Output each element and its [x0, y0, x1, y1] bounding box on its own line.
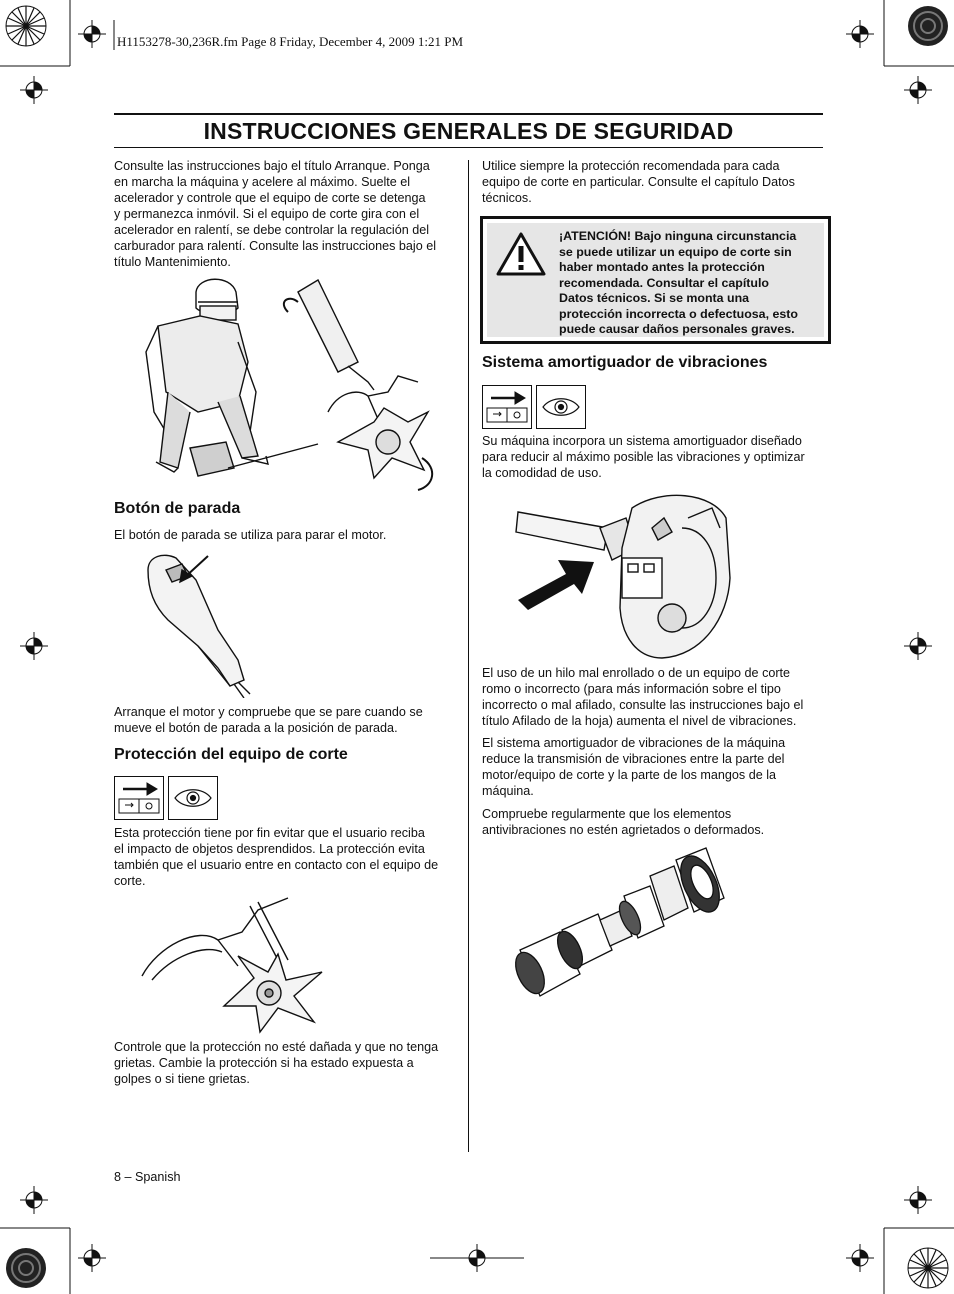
text-line: el impacto de objetos desprendidos. La protección evita	[114, 842, 425, 856]
text-line: carburador para ralentí. Consulte las instrucciones bajo el	[114, 239, 437, 253]
corner-dark-circle-top-right	[906, 4, 950, 48]
text-line: Arranque el motor y compruebe que se pare cuando se	[114, 705, 423, 719]
text-line: para reducir al máximo posible las vibraciones y optimizar	[482, 450, 805, 464]
right-intro-paragraph	[482, 158, 827, 206]
text-line: antivibraciones no estén agrietados o deformados.	[482, 823, 765, 837]
text-line: título Mantenimiento.	[114, 255, 231, 269]
text-line: ¡ATENCIÓN! Bajo ninguna circunstancia	[559, 229, 797, 243]
text-line: equipo de corte en particular. Consulte el capítulo Datos	[482, 175, 795, 189]
corner-starburst-top-left	[4, 4, 48, 48]
read-manual-icon	[114, 776, 164, 820]
text-line: Consulte las instrucciones bajo el título Arranque. Ponga	[114, 159, 430, 173]
title-rule-top	[114, 113, 823, 115]
text-line: título Afilado de la hoja) aumenta el nivel de vibraciones.	[482, 714, 797, 728]
text-line: se puede utilizar un equipo de corte sin	[559, 244, 792, 259]
text-line: Controle que la protección no esté dañada y que no tenga	[114, 1040, 439, 1054]
corner-dark-circle-bottom-left	[4, 1246, 48, 1290]
registration-target	[846, 1244, 874, 1272]
text-line: acelerador y controle que el equipo de corte se detenga	[114, 191, 426, 205]
vibration-intro-paragraph	[482, 433, 827, 481]
text-line: Esta protección tiene por fin evitar que el usuario reciba	[114, 826, 425, 840]
read-manual-icon	[482, 385, 532, 429]
vibration-paragraph-3	[482, 735, 827, 799]
text-line: acelerador en ralentí, se debe controlar la regulación del	[114, 223, 430, 237]
text-line: reduce la transmisión de vibraciones entre la parte del	[482, 752, 785, 766]
registration-line	[430, 1257, 524, 1259]
anti-vibration-elements-illustration	[510, 846, 730, 1000]
vibration-paragraph-4	[482, 806, 827, 838]
guard-heading: Protección del equipo de corte	[114, 746, 348, 763]
text-line: recomendada. Consultar el capítulo	[559, 275, 769, 290]
registration-target	[78, 1244, 106, 1272]
text-line: puede causar daños personales graves.	[559, 322, 795, 336]
registration-target	[904, 1186, 932, 1214]
text-line: motor/equipo de corte y la parte de los mangos de la	[482, 768, 777, 782]
text-line: máquina.	[482, 784, 534, 798]
text-line: incorrecto o mal afilado, consulte las instrucciones bajo el	[482, 698, 804, 712]
text-line: El sistema amortiguador de vibraciones de la máquina	[482, 736, 786, 750]
warning-box-background	[487, 223, 824, 337]
text-line: golpes o si tiene grietas.	[114, 1072, 250, 1086]
text-line: y permanezca inmóvil. Si el equipo de corte gira con el	[114, 207, 420, 221]
registration-target	[904, 632, 932, 660]
text-line: Compruebe regularmente que los elementos	[482, 807, 732, 821]
text-line: protección incorrecta o defectuosa, esto	[559, 306, 798, 321]
text-line: haber montado antes la protección	[559, 260, 765, 274]
stop-button-text: El botón de parada se utiliza para parar el motor.	[114, 528, 387, 542]
text-line: romo o incorrecto (para más información sobre el tipo	[482, 682, 781, 696]
text-line: Datos técnicos. Si se monta una	[559, 291, 750, 305]
engine-vibration-illustration	[512, 488, 734, 662]
warning-box	[480, 216, 831, 344]
text-line: El uso de un hilo mal enrollado o de un equipo de corte	[482, 666, 791, 680]
page-title: INSTRUCCIONES GENERALES DE SEGURIDAD	[203, 118, 734, 144]
text-line: corte.	[114, 874, 146, 888]
registration-target	[20, 632, 48, 660]
registration-target	[78, 20, 106, 48]
warning-text	[559, 229, 829, 338]
operator-illustration	[138, 272, 448, 494]
text-line: técnicos.	[482, 191, 532, 205]
registration-target	[20, 1186, 48, 1214]
cutting-guard-illustration	[138, 896, 328, 1034]
text-line: grietas. Cambie la protección si ha estado expuesta a	[114, 1056, 414, 1070]
warning-triangle-icon	[495, 231, 547, 277]
registration-target	[846, 20, 874, 48]
corner-starburst-bottom-right	[906, 1246, 950, 1290]
text-line: la comodidad de uso.	[482, 466, 602, 480]
stop-button-heading: Botón de parada	[114, 500, 241, 517]
text-line: en marcha la máquina y acelere al máximo. Suelte el	[114, 175, 411, 189]
eye-protection-icon	[536, 385, 586, 429]
stop-button-illustration	[138, 550, 268, 698]
text-line: mueve el botón de parada a la posición de parada.	[114, 721, 398, 735]
text-line: también que el usuario entre en contacto con el equipo de	[114, 858, 439, 872]
vibration-heading: Sistema amortiguador de vibraciones	[482, 354, 768, 371]
stop-check-paragraph	[114, 704, 459, 736]
intro-paragraph	[114, 158, 459, 270]
text-line: Utilice siempre la protección recomendada para cada	[482, 159, 780, 173]
registration-target	[20, 76, 48, 104]
guard-check-paragraph	[114, 1039, 459, 1087]
guard-paragraph	[114, 825, 459, 889]
column-divider	[468, 160, 469, 1152]
registration-target	[904, 76, 932, 104]
page-number: 8 – Spanish	[114, 1170, 181, 1184]
eye-protection-icon	[168, 776, 218, 820]
file-info: H1153278-30,236R.fm Page 8 Friday, December 4, 2009 1:21 PM	[117, 34, 464, 49]
text-line: Su máquina incorpora un sistema amortiguador diseñado	[482, 434, 802, 448]
title-rule-bottom	[114, 147, 823, 148]
vibration-paragraph-2	[482, 665, 827, 729]
